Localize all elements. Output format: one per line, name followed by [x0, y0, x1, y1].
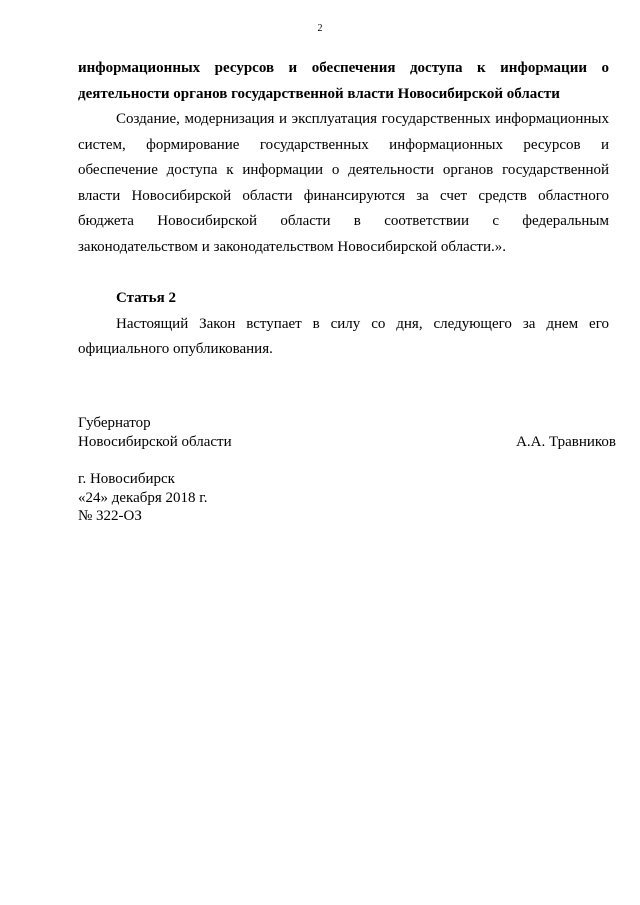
paragraph-line: законодательством и законодательством Новосибирской области.».: [78, 238, 506, 255]
place-date-block: [78, 470, 208, 526]
article-line: Настоящий Закон вступает в силу со дня, следующего за днем его: [116, 315, 609, 332]
article-heading: Статья 2: [116, 290, 176, 306]
article-line: официального опубликования.: [78, 341, 273, 357]
paragraph-heading-line: информационных ресурсов и обеспечения доступа к информации о: [78, 60, 609, 76]
paragraph-heading-line: деятельности органов государственной власти Новосибирской области: [78, 85, 560, 102]
paragraph-line: обеспечение доступа к информации о деятельности органов государственной: [78, 162, 609, 178]
signatory-name: А.А. Травников: [516, 433, 616, 450]
signatory-region: Новосибирской области: [78, 433, 232, 450]
date: «24» декабря 2018 г.: [78, 489, 208, 506]
page-number: 2: [317, 23, 323, 34]
city: г. Новосибирск: [78, 471, 175, 487]
signature-block: [78, 414, 616, 451]
paragraph-line: власти Новосибирской области финансируются за счет средств областного: [78, 187, 609, 204]
document-body: [78, 56, 609, 363]
law-number: № 322-ОЗ: [78, 508, 142, 524]
paragraph-line: Создание, модернизация и эксплуатация государственных информационных: [116, 111, 609, 127]
signatory-title: Губернатор: [78, 415, 151, 431]
paragraph-line: бюджета Новосибирской области в соответствии с федеральным: [78, 213, 609, 229]
paragraph-line: систем, формирование государственных информационных ресурсов и: [78, 136, 609, 153]
